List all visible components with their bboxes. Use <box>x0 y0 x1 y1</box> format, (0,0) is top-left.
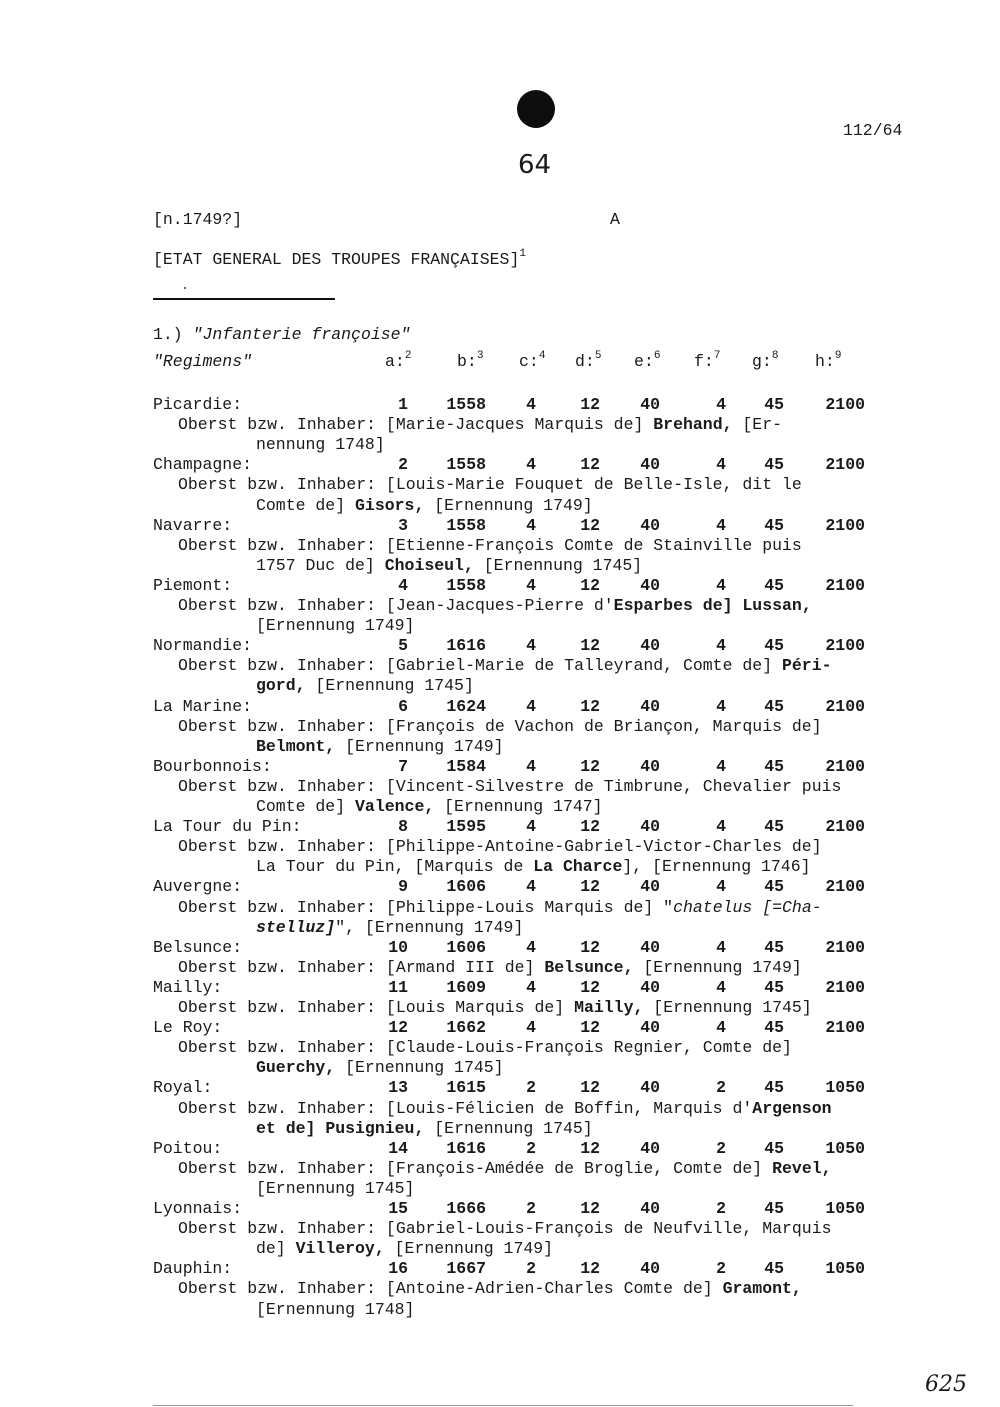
regiment-value: 4 <box>716 817 726 837</box>
regiment-value: 2100 <box>825 395 865 414</box>
regiment-value: 4 <box>716 575 726 595</box>
regiment-value: 4 <box>716 636 726 656</box>
column-label <box>694 352 720 371</box>
regiment-row <box>0 636 1000 656</box>
colonel-text: Oberst bzw. Inhaber: [François de Vachon de Briançon, Marquis de] <box>178 716 822 736</box>
regiment-colonel-line <box>178 958 802 977</box>
regiment-name: Piemont: <box>153 575 233 595</box>
punch-hole-mark <box>517 90 555 128</box>
regiment-colonel-line <box>256 1239 553 1258</box>
column-footnote-ref: 6 <box>653 350 661 362</box>
regiment-row <box>0 978 1000 998</box>
regiment-value: 3 <box>398 515 408 535</box>
regiment-value: 1558 <box>446 395 486 414</box>
column-label-text: e: <box>634 352 654 371</box>
regiment-value: 12 <box>580 756 600 776</box>
regiment-colonel-line <box>256 1300 414 1319</box>
regiment-value: 4 <box>716 877 726 897</box>
regiment-value: 2100 <box>825 937 865 957</box>
colonel-text: [Ernennung 1749] <box>424 495 593 515</box>
regiment-value: 45 <box>764 636 784 656</box>
column-label <box>634 352 660 371</box>
regiment-colonel-line <box>178 536 802 555</box>
regiment-row <box>0 877 1000 897</box>
regiment-value: 4 <box>398 575 408 595</box>
regiment-value: 2100 <box>825 756 865 776</box>
regiment-row <box>0 1018 1000 1038</box>
colonel-text: [Ernennung 1749] <box>256 616 415 636</box>
regiment-colonel-line <box>256 857 811 876</box>
regiment-name: Belsunce: <box>153 937 243 957</box>
regiment-value: 12 <box>580 977 600 997</box>
regiment-name: Dauphin: <box>153 1259 233 1279</box>
regiment-value: 40 <box>640 937 660 957</box>
regiment-value: 2100 <box>825 455 865 475</box>
column-label <box>575 352 601 371</box>
regiment-value: 4 <box>716 395 726 414</box>
regiment-value: 1595 <box>446 817 486 837</box>
colonel-text: [Ernennung 1748] <box>256 1299 415 1319</box>
regiment-value: 1616 <box>446 636 486 656</box>
regiment-name: Navarre: <box>153 515 233 535</box>
regiment-value: 1609 <box>446 977 486 997</box>
colonel-name: Lussan, <box>742 596 812 615</box>
regiment-colonel-line <box>256 556 642 575</box>
colonel-text <box>315 1119 325 1138</box>
regiment-value: 1558 <box>446 575 486 595</box>
colonel-name: Belsunce, <box>544 957 634 977</box>
column-label-text: g: <box>752 352 772 371</box>
colonel-name: Choiseul, <box>384 555 474 575</box>
regiment-value: 12 <box>580 817 600 837</box>
colonel-text: Oberst bzw. Inhaber: [Jean-Jacques-Pierre d' <box>178 596 614 615</box>
colonel-name: Gisors, <box>355 495 425 515</box>
regiment-value: 4 <box>716 756 726 776</box>
colonel-name: Gramont, <box>722 1279 802 1299</box>
regiment-value: 45 <box>764 756 784 776</box>
regiment-value: 4 <box>526 696 536 716</box>
regiment-row <box>0 1259 1000 1279</box>
regiment-value: 45 <box>764 1018 784 1038</box>
colonel-text: chatelus [=Cha- <box>673 897 822 917</box>
regiment-value: 40 <box>640 756 660 776</box>
regiment-row <box>0 395 1000 415</box>
regiment-value: 1050 <box>825 1199 865 1218</box>
regiment-row <box>0 817 1000 837</box>
column-footnote-ref: 4 <box>538 350 546 362</box>
regiment-value: 12 <box>580 1199 600 1218</box>
colonel-name: Brehand, <box>653 415 733 435</box>
regiment-colonel-line <box>178 596 812 615</box>
regiment-colonel-line <box>256 1119 593 1138</box>
colonel-text: [Er- <box>732 415 783 435</box>
regiment-value: 40 <box>640 636 660 656</box>
regiment-value: 1584 <box>446 756 486 776</box>
colonel-text: Oberst bzw. Inhaber: [Louis-Marie Fouquet de Belle-Isle, dit le <box>178 475 802 495</box>
colonel-name: Villeroy, <box>295 1239 385 1259</box>
regiment-value: 2 <box>526 1259 536 1279</box>
colonel-name: La Charce <box>533 857 623 877</box>
colonel-text: [Ernennung 1745] <box>643 998 812 1017</box>
regiment-colonel-line <box>256 918 523 937</box>
regiment-value: 1616 <box>446 1138 486 1158</box>
column-label-text: c: <box>519 352 539 371</box>
colonel-text: Oberst bzw. Inhaber: [Philippe-Antoine-Gabriel-Victor-Charles de] <box>178 837 822 857</box>
regiment-value: 1 <box>398 395 408 414</box>
colonel-name: et de] <box>256 1118 316 1138</box>
regiment-value: 1606 <box>446 877 486 897</box>
regiment-row <box>0 757 1000 777</box>
regiment-value: 2 <box>716 1259 726 1279</box>
regiment-value: 8 <box>398 817 408 837</box>
regiment-value: 40 <box>640 817 660 837</box>
colonel-text: ], [Ernennung 1746] <box>622 857 811 877</box>
regiment-value: 40 <box>640 1078 660 1098</box>
regiment-name: Champagne: <box>153 455 253 475</box>
colonel-name: Guerchy, <box>256 1058 336 1078</box>
regiment-value: 4 <box>526 977 536 997</box>
column-label <box>519 352 545 371</box>
regiment-value: 10 <box>388 937 408 957</box>
regiment-value: 2 <box>716 1199 726 1218</box>
regiment-value: 6 <box>398 696 408 716</box>
colonel-text: Oberst bzw. Inhaber: [Antoine-Adrien-Charles Comte de] <box>178 1279 723 1299</box>
colonel-text: Oberst bzw. Inhaber: [Louis Marquis de] <box>178 998 575 1017</box>
regiment-row <box>0 1139 1000 1159</box>
colonel-name: Pusignieu, <box>325 1118 425 1138</box>
column-label-text: f: <box>694 352 714 371</box>
regiment-value: 4 <box>526 636 536 656</box>
regiment-name: Lyonnais: <box>153 1199 243 1218</box>
regiment-value: 12 <box>580 515 600 535</box>
column-label-text: a: <box>385 352 405 371</box>
regiment-value: 12 <box>580 395 600 414</box>
colonel-text: Oberst bzw. Inhaber: [Louis-Félicien de Boffin, Marquis d' <box>178 1098 753 1118</box>
regiment-value: 1615 <box>446 1078 486 1098</box>
regiment-colonel-line <box>256 797 603 816</box>
colonel-text: [Ernennung 1747] <box>434 797 603 816</box>
mark-dot <box>184 287 186 289</box>
colonel-text: Oberst bzw. Inhaber: [François-Amédée de Broglie, Comte de] <box>178 1158 773 1178</box>
regiment-value: 12 <box>580 1259 600 1279</box>
regiment-value: 4 <box>716 515 726 535</box>
regiment-colonel-line <box>178 1038 792 1057</box>
regiment-value: 2100 <box>825 575 865 595</box>
column-footnote-ref: 8 <box>771 350 779 362</box>
regiment-value: 2100 <box>825 977 865 997</box>
regiment-colonel-line <box>178 1099 832 1118</box>
regiment-value: 40 <box>640 977 660 997</box>
regiment-value: 15 <box>388 1199 408 1218</box>
heading-number: 1.) <box>153 325 183 344</box>
regiment-colonel-line <box>178 656 832 675</box>
regiment-colonel-line <box>256 676 474 695</box>
regiment-value: 12 <box>580 937 600 957</box>
colonel-text: ", [Ernennung 1749] <box>335 917 524 937</box>
regiment-colonel-line <box>256 496 593 515</box>
regimens-label: "Regimens" <box>153 352 253 371</box>
regiment-value: 40 <box>640 455 660 475</box>
regiment-value: 40 <box>640 575 660 595</box>
colonel-text: [Ernennung 1745] <box>256 1178 415 1198</box>
regiment-value: 40 <box>640 877 660 897</box>
colonel-text: Comte de] <box>256 797 356 816</box>
regiment-value: 12 <box>580 455 600 475</box>
regiment-value: 4 <box>716 937 726 957</box>
regiment-value: 1662 <box>446 1018 486 1038</box>
regiment-colonel-line <box>256 1058 504 1077</box>
regiment-value: 4 <box>526 1018 536 1038</box>
regiment-value: 2 <box>526 1078 536 1098</box>
regiment-value: 4 <box>716 455 726 475</box>
regiment-name: Mailly: <box>153 977 223 997</box>
column-footnote-ref: 9 <box>834 350 842 362</box>
regiment-name: Royal: <box>153 1078 213 1098</box>
regiment-value: 45 <box>764 1138 784 1158</box>
regiment-colonel-line <box>178 717 822 736</box>
column-label <box>752 352 778 371</box>
regiment-name: Picardie: <box>153 395 243 414</box>
regiment-value: 12 <box>580 1018 600 1038</box>
regiment-value: 45 <box>764 1259 784 1279</box>
colonel-text: Oberst bzw. Inhaber: [Marie-Jacques Marquis de] <box>178 415 654 435</box>
regiment-value: 45 <box>764 877 784 897</box>
regiment-value: 1050 <box>825 1259 865 1279</box>
regiment-value: 12 <box>388 1018 408 1038</box>
regiment-name: La Tour du Pin: <box>153 817 302 837</box>
colonel-text: Oberst bzw. Inhaber: [Gabriel-Louis-François de Neufville, Marquis <box>178 1219 832 1239</box>
column-label-text: h: <box>815 352 835 371</box>
regiment-value: 2 <box>716 1078 726 1098</box>
regiment-value: 40 <box>640 696 660 716</box>
colonel-text: [Ernennung 1745] <box>424 1118 593 1138</box>
regiment-value: 2 <box>526 1138 536 1158</box>
title-text: [ETAT GENERAL DES TROUPES FRANÇAISES] <box>153 250 520 269</box>
regiment-value: 4 <box>526 395 536 414</box>
regiment-value: 45 <box>764 937 784 957</box>
regiment-value: 4 <box>526 817 536 837</box>
regiment-value: 45 <box>764 395 784 414</box>
regiment-value: 12 <box>580 575 600 595</box>
colonel-text: [Ernennung 1749] <box>384 1239 554 1259</box>
regiment-colonel-line <box>256 435 385 454</box>
regiment-value: 1666 <box>446 1199 486 1218</box>
regiment-value: 9 <box>398 877 408 897</box>
regiment-name: La Marine: <box>153 696 253 716</box>
colonel-name: Valence, <box>355 797 435 816</box>
regiment-name: Poitou: <box>153 1138 223 1158</box>
regiment-value: 11 <box>388 977 408 997</box>
regiment-value: 5 <box>398 636 408 656</box>
colonel-text: [Ernennung 1749] <box>633 957 802 977</box>
regiment-name: Le Roy: <box>153 1018 223 1038</box>
regiment-value: 2 <box>398 455 408 475</box>
regiment-value: 45 <box>764 455 784 475</box>
column-label <box>385 352 411 371</box>
regiment-colonel-line <box>256 1179 414 1198</box>
colonel-text: [Ernennung 1749] <box>335 736 504 756</box>
section-letter: A <box>610 210 620 229</box>
regiment-colonel-line <box>178 777 841 796</box>
regiment-value: 2100 <box>825 877 865 897</box>
regiment-value: 40 <box>640 515 660 535</box>
colonel-text: 1757 Duc de] <box>256 555 385 575</box>
colonel-text: La Tour du Pin, [Marquis de <box>256 857 534 877</box>
regiment-value: 2100 <box>825 636 865 656</box>
colonel-text: Oberst bzw. Inhaber: [Vincent-Silvestre de Timbrune, Chevalier puis <box>178 776 842 796</box>
colonel-text: de] <box>256 1239 296 1259</box>
colonel-name: Belmont, <box>256 736 336 756</box>
regiment-value: 2 <box>526 1199 536 1218</box>
colonel-text: Comte de] <box>256 495 356 515</box>
column-label <box>457 352 483 371</box>
title-footnote-ref: 1 <box>519 248 526 260</box>
colonel-name: Argenson <box>752 1098 832 1118</box>
regiment-value: 2100 <box>825 1018 865 1038</box>
colonel-text: [Ernennung 1745] <box>305 676 474 696</box>
column-footnote-ref: 3 <box>476 350 484 362</box>
column-footnote-ref: 5 <box>594 350 602 362</box>
colonel-name: Mailly, <box>574 998 644 1017</box>
colonel-text: [Ernennung 1745] <box>335 1058 504 1078</box>
regiment-value: 14 <box>388 1138 408 1158</box>
regiment-value: 2100 <box>825 696 865 716</box>
regiment-row <box>0 1078 1000 1098</box>
regiment-value: 1050 <box>825 1078 865 1098</box>
colonel-text: Oberst bzw. Inhaber: [Claude-Louis-François Regnier, Comte de] <box>178 1038 792 1058</box>
colonel-name: Esparbes de] <box>613 596 733 615</box>
regiment-colonel-line <box>178 475 802 494</box>
regiment-colonel-line <box>178 998 812 1017</box>
regiment-value: 40 <box>640 1138 660 1158</box>
column-footnote-ref: 7 <box>713 350 721 362</box>
regiment-value: 16 <box>388 1259 408 1279</box>
regiment-value: 4 <box>526 937 536 957</box>
regiment-row <box>0 1199 1000 1219</box>
column-label <box>815 352 841 371</box>
colonel-name: stelluz] <box>256 917 336 937</box>
regiment-value: 13 <box>388 1078 408 1098</box>
regiment-value: 4 <box>526 455 536 475</box>
column-header-row <box>0 352 1000 372</box>
regiment-value: 45 <box>764 1078 784 1098</box>
regiment-value: 7 <box>398 756 408 776</box>
regiment-value: 1558 <box>446 455 486 475</box>
colonel-text: nennung 1748] <box>256 435 385 455</box>
colonel-name: Revel, <box>772 1158 832 1178</box>
column-footnote-ref: 2 <box>404 350 412 362</box>
regiment-value: 45 <box>764 817 784 837</box>
regiment-name: Bourbonnois: <box>153 756 272 776</box>
regiment-row <box>0 455 1000 475</box>
column-label-text: b: <box>457 352 477 371</box>
regiment-value: 12 <box>580 696 600 716</box>
section-heading <box>153 325 410 344</box>
regiment-row <box>0 938 1000 958</box>
regiment-value: 4 <box>716 977 726 997</box>
regiment-colonel-line <box>178 1159 832 1178</box>
colonel-name: gord, <box>256 676 306 696</box>
colonel-text: Oberst bzw. Inhaber: [Philippe-Louis Marquis de] " <box>178 897 674 917</box>
regiment-row <box>0 697 1000 717</box>
regiment-value: 2100 <box>825 515 865 535</box>
folio-number: 64 <box>518 150 552 180</box>
colonel-text: [Ernennung 1745] <box>473 555 643 575</box>
regiment-row <box>0 516 1000 536</box>
regiment-value: 45 <box>764 1199 784 1218</box>
colonel-text: Oberst bzw. Inhaber: [Gabriel-Marie de Talleyrand, Comte de] <box>178 656 782 676</box>
regiment-value: 4 <box>526 877 536 897</box>
column-label-text: d: <box>575 352 595 371</box>
title-rule <box>153 298 335 300</box>
regiment-value: 1606 <box>446 937 486 957</box>
regiment-colonel-line <box>178 1219 832 1238</box>
colonel-text <box>733 596 743 615</box>
regiment-value: 4 <box>526 515 536 535</box>
regiment-value: 45 <box>764 977 784 997</box>
regiment-value: 2 <box>716 1138 726 1158</box>
regiment-row <box>0 576 1000 596</box>
regiment-value: 12 <box>580 636 600 656</box>
regiment-value: 12 <box>580 1078 600 1098</box>
regiment-value: 2100 <box>825 817 865 837</box>
regiment-value: 12 <box>580 1138 600 1158</box>
regiment-value: 4 <box>716 696 726 716</box>
regiment-colonel-line <box>178 1279 802 1298</box>
regiment-value: 4 <box>526 756 536 776</box>
regiment-colonel-line <box>178 415 782 434</box>
regiment-colonel-line <box>256 737 504 756</box>
regiment-value: 1624 <box>446 696 486 716</box>
colonel-name: Péri- <box>782 656 832 676</box>
heading-text: "Jnfanterie françoise" <box>192 325 411 344</box>
regiment-value: 40 <box>640 1259 660 1279</box>
regiment-colonel-line <box>256 616 414 635</box>
regiment-value: 1667 <box>446 1259 486 1279</box>
regiment-value: 1558 <box>446 515 486 535</box>
handwritten-page-number: 625 <box>925 1372 967 1397</box>
regiment-colonel-line <box>178 837 822 856</box>
regiment-value: 45 <box>764 575 784 595</box>
regiment-name: Auvergne: <box>153 877 243 897</box>
bottom-rule <box>153 1405 853 1406</box>
regiment-value: 40 <box>640 395 660 414</box>
regiment-value: 45 <box>764 515 784 535</box>
document-date: [n.1749?] <box>153 210 243 229</box>
colonel-text: Oberst bzw. Inhaber: [Etienne-François Comte de Stainville puis <box>178 535 802 555</box>
document-title <box>153 250 526 269</box>
regiment-value: 40 <box>640 1199 660 1218</box>
regiment-value: 4 <box>716 1018 726 1038</box>
regiment-colonel-line <box>178 898 822 917</box>
regiment-value: 45 <box>764 696 784 716</box>
regiment-value: 40 <box>640 1018 660 1038</box>
regiment-value: 12 <box>580 877 600 897</box>
regiment-name: Normandie: <box>153 636 253 656</box>
regiment-value: 1050 <box>825 1138 865 1158</box>
regiment-value: 4 <box>526 575 536 595</box>
colonel-text: Oberst bzw. Inhaber: [Armand III de] <box>178 957 545 977</box>
page-reference: 112/64 <box>843 121 903 140</box>
